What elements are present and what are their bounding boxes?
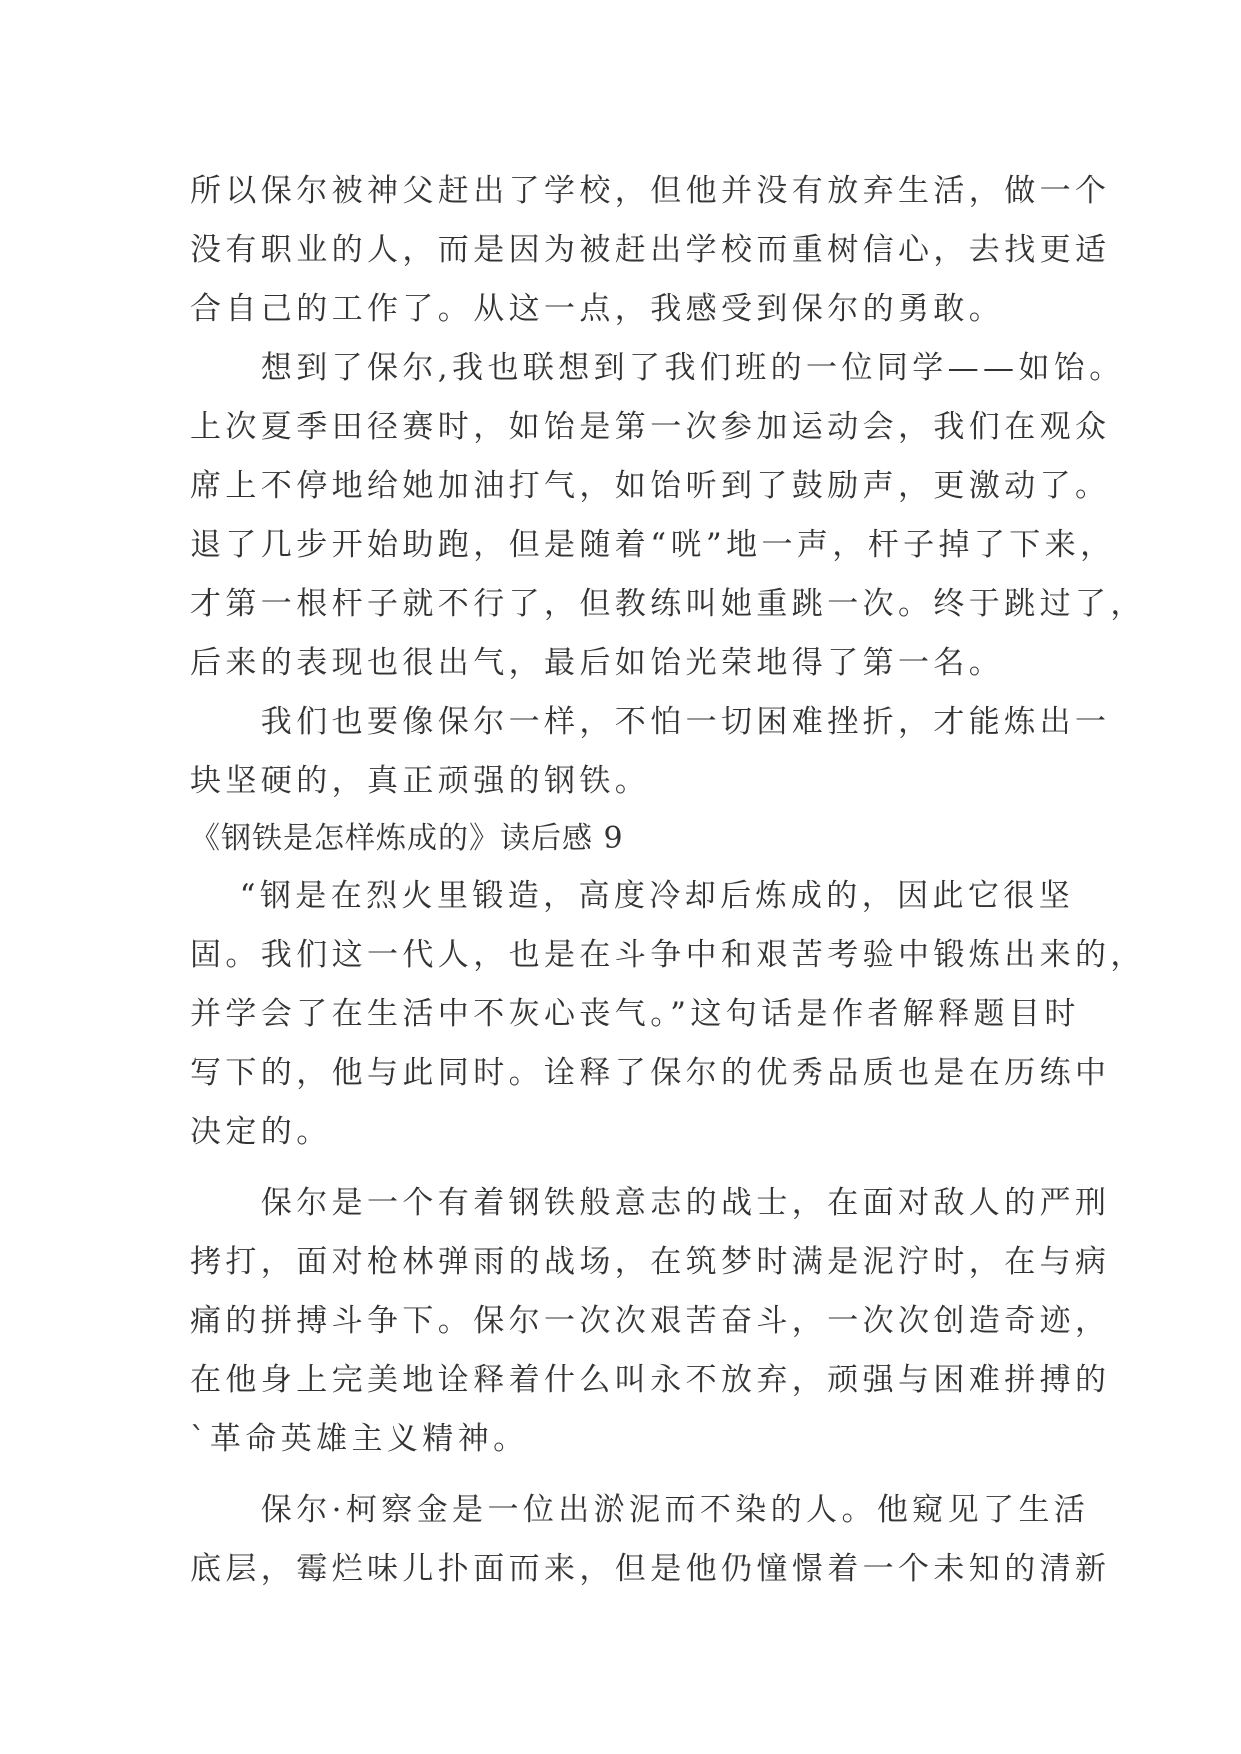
- text-line: 退了几步开始助跑，但是随着“咣”地一声，杆子掉了下来，: [190, 527, 1116, 563]
- text-line: `革命英雄主义精神。: [190, 1421, 529, 1457]
- text-line: “钢是在烈火里锻造，高度冷却后炼成的，因此它很坚: [190, 878, 1075, 914]
- text-line: 席上不停地给她加油打气，如饴听到了鼓励声，更激动了。: [190, 468, 1111, 504]
- paragraph-4: [190, 867, 1146, 1162]
- paragraph-5: [190, 1174, 1111, 1469]
- text-line: 合自己的工作了。从这一点，我感受到保尔的勇敢。: [190, 291, 1005, 327]
- text-line: 痛的拼搏斗争下。保尔一次次艰苦奋斗，一次次创造奇迹，: [190, 1303, 1111, 1339]
- text-line: 才第一根杆子就不行了，但教练叫她重跳一次。终于跳过了，: [190, 586, 1146, 622]
- paragraph-gap: [190, 1469, 1060, 1481]
- text-line: 上次夏季田径赛时，如饴是第一次参加运动会，我们在观众: [190, 409, 1111, 445]
- paragraph-1: [190, 162, 1111, 339]
- paragraph-6: [190, 1481, 1111, 1599]
- text-line: 写下的，他与此同时。诠释了保尔的优秀品质也是在历练中: [190, 1055, 1111, 1091]
- text-line: 块坚硬的，真正顽强的钢铁。: [190, 763, 651, 799]
- section-heading: [190, 811, 1060, 867]
- text-line: 我们也要像保尔一样，不怕一切困难挫折，才能炼出一: [190, 704, 1111, 740]
- text-line: 拷打，面对枪林弹雨的战场，在筑梦时满是泥泞时，在与病: [190, 1244, 1111, 1280]
- paragraph-2: [190, 339, 1146, 693]
- text-line: 保尔·柯察金是一位出淤泥而不染的人。他窥见了生活: [190, 1492, 1090, 1528]
- text-line: 并学会了在生活中不灰心丧气。”这句话是作者解释题目时: [190, 996, 1080, 1032]
- text-line: 保尔是一个有着钢铁般意志的战士，在面对敌人的严刑: [190, 1185, 1111, 1221]
- heading-line: 《钢铁是怎样炼成的》读后感 9: [190, 821, 624, 856]
- text-line: 固。我们这一代人，也是在斗争中和艰苦考验中锻炼出来的，: [190, 937, 1146, 973]
- text-line: 想到了保尔,我也联想到了我们班的一位同学——如饴。: [190, 350, 1125, 386]
- paragraph-3: [190, 693, 1111, 811]
- text-line: 没有职业的人，而是因为被赶出学校而重树信心，去找更适: [190, 232, 1111, 268]
- text-line: 底层，霉烂味儿扑面而来，但是他仍憧憬着一个未知的清新: [190, 1551, 1111, 1587]
- paragraph-gap: [190, 1162, 1060, 1174]
- text-line: 决定的。: [190, 1114, 332, 1150]
- text-line: 在他身上完美地诠释着什么叫永不放弃，顽强与困难拼搏的: [190, 1362, 1111, 1398]
- document-body: [190, 162, 1146, 1599]
- text-line: 所以保尔被神父赶出了学校，但他并没有放弃生活，做一个: [190, 173, 1111, 209]
- text-line: 后来的表现也很出气，最后如饴光荣地得了第一名。: [190, 645, 1005, 681]
